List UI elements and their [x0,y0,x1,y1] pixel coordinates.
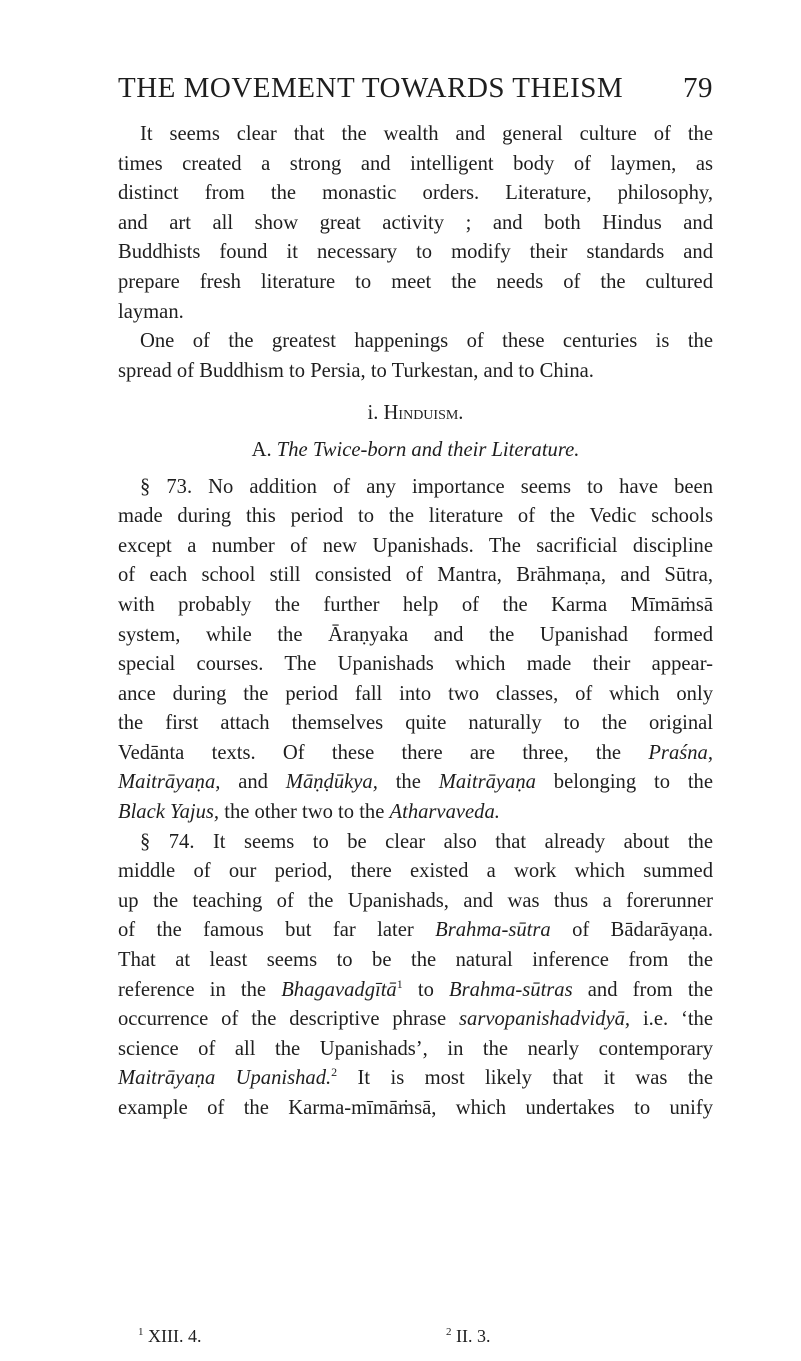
text-line: the first attach themselves quite naturally to the original [118,712,713,735]
title-mandukya: Māṇḍūkya, [285,771,378,794]
text-line: times created a strong and intelligent body of laymen, as [118,152,713,175]
term-sarvopanishadvidya: sarvopanishadvidyā, [459,1008,631,1031]
footnote-1 [138,1326,201,1347]
text-run: the other two to the [219,801,390,824]
text-line: with probably the further help of the Karma Mīmāṁsā [118,593,713,616]
page-number: 79 [683,72,713,104]
text-run: of the famous but far later [118,919,436,942]
running-title: THE MOVEMENT TOWARDS THEISM [118,72,624,104]
text-line: That at least seems to be the natural inference from the [118,949,713,972]
paragraph-74 [118,828,713,1124]
text-run: and [220,771,286,794]
title-black-yajus: Black Yajus, [118,801,220,824]
text-line [118,739,713,769]
subsection-heading [118,436,713,466]
text-line [118,1005,713,1035]
text-line: example of the Karma-mīmāṁsā, which undertakes to unify [118,1097,713,1119]
text-line: except a number of new Upanishads. The sacrificial discipline [118,534,713,557]
spacer [118,386,713,399]
section-number: i. [367,402,379,425]
text-line: special courses. The Upanishads which made their appear- [118,653,713,676]
footnote-text: XIII. 4. [148,1326,202,1346]
paragraph-2 [118,327,713,386]
title-brahma-sutra: Brahma-sūtra [435,919,551,942]
footnote-ref-1[interactable]: 1 [396,976,403,991]
title-atharvaveda: Atharvaveda. [389,801,500,824]
paragraph-1 [118,120,713,327]
text-run: Vedānta texts. Of these there are three, the [118,741,622,764]
running-head [118,72,713,112]
subsection-letter: A. [251,438,272,461]
text-line: One of the greatest happenings of these centuries is the [140,330,713,353]
section-title: Hinduism. [383,402,464,425]
paragraph-73 [118,473,713,828]
text-line: § 74. It seems to be clear also that already about the [140,830,713,853]
title-brahma-sutras: Brahma-sūtras [449,978,573,1001]
text-line: made during this period to the literature of the Vedic schools [118,505,713,528]
title-maitrayana-upanishad: Maitrāyaṇa Upanishad. [118,1067,332,1090]
title-maitrayana: Maitrāyaṇa [438,771,536,794]
text-line [118,768,713,798]
title-prasna: Praśna, [648,741,713,764]
footnote-ref-2[interactable]: 2 [331,1065,338,1080]
text-run: and from the [572,978,713,1001]
text-line: up the teaching of the Upanishads, and was thus a forerunner [118,889,713,912]
text-line: distinct from the monastic orders. Literature, philosophy, [118,182,713,205]
footnote-marker: 1 [138,1326,144,1338]
text-line [118,916,713,946]
title-maitrayana: Maitrāyaṇa, [118,771,221,794]
body-text [118,120,713,1124]
text-line [118,1064,713,1094]
title-bhagavadgita: Bhagavadgītā [281,978,397,1001]
text-line: layman. [118,300,184,323]
text-run: i.e. ‘the [630,1008,713,1031]
text-run: occurrence of the descriptive phrase [118,1008,460,1031]
text-line: Buddhists found it necessary to modify their standards and [118,241,713,264]
text-line: of each school still consisted of Mantra, Brāhmaṇa, and Sūtra, [118,564,713,587]
text-line: prepare fresh literature to meet the needs of the cultured [118,270,713,293]
footnote-marker: 2 [446,1326,452,1338]
text-line: middle of our period, there existed a work which summed [118,860,713,883]
text-line: ance during the period fall into two classes, of which only [118,682,713,705]
footnote-text: II. 3. [456,1326,491,1346]
text-line [118,798,713,828]
text-run: the [377,771,439,794]
text-line: system, while the Āraṇyaka and the Upanishad formed [118,623,713,646]
footnotes [118,1326,713,1354]
footnote-2 [446,1326,491,1347]
text-run: to [402,978,450,1001]
text-line: It seems clear that the wealth and general culture of the [140,123,713,145]
text-run: belonging to the [535,771,713,794]
subsection-title: The Twice-born and their Literature. [276,438,580,461]
spacer [118,466,713,473]
text-line: spread of Buddhism to Persia, to Turkestan, and to China. [118,359,594,382]
text-line: science of all the Upanishads’, in the nearly contemporary [118,1037,713,1060]
text-line [118,976,713,1006]
text-run: of Bādarāyaṇa. [550,919,713,942]
spacer [118,429,713,436]
text-run: It is most likely that it was the [337,1067,713,1090]
text-run: reference in the [118,978,282,1001]
text-line: and art all show great activity ; and both Hindus and [118,211,713,234]
section-heading [118,399,713,429]
text-line: § 73. No addition of any importance seems to have been [140,475,713,498]
